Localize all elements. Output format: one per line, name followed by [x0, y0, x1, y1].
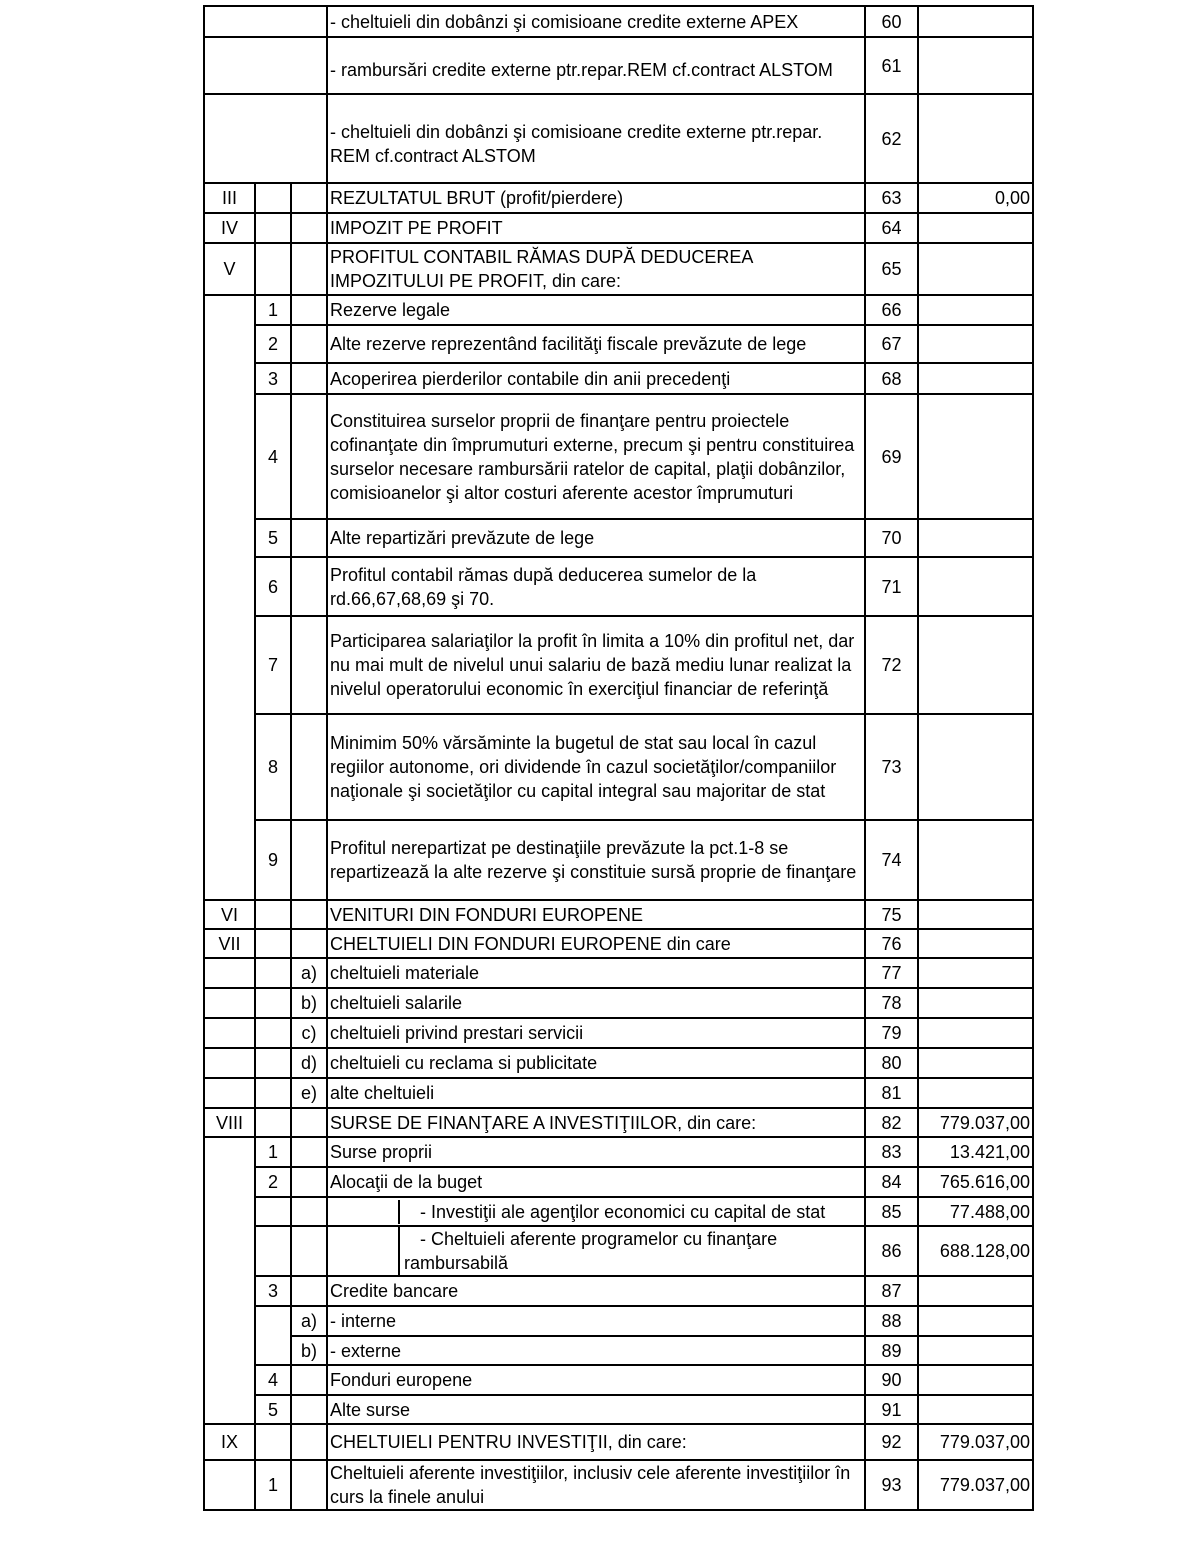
row-index: 1: [255, 1460, 291, 1510]
row-number: 78: [865, 988, 918, 1018]
row-description: alte cheltuieli: [327, 1078, 865, 1108]
row-description: CHELTUIELI DIN FONDURI EUROPENE din care: [327, 929, 865, 958]
row-number: 80: [865, 1048, 918, 1078]
row-description: Minimim 50% vărsăminte la bugetul de stat sau local în cazul regiilor autonome, ori dividende în cazul societăţilor/companiilor naţionale şi societăţilor cu capital integral sau majoritar de stat: [327, 714, 865, 820]
row-description: Profitul nerepartizat pe destinaţiile prevăzute la pct.1-8 se repartizează la alte rezerve şi constituie sursă proprie de finanţare: [327, 820, 865, 900]
row-value: [918, 519, 1033, 557]
row-value: [918, 1276, 1033, 1306]
row-value: [918, 1395, 1033, 1424]
row-letter: a): [291, 1306, 327, 1336]
row-value: [918, 363, 1033, 394]
row-description: Rezerve legale: [327, 295, 865, 325]
row-number: 68: [865, 363, 918, 394]
row-value: [918, 6, 1033, 37]
row-description: Alte rezerve reprezentând facilităţi fiscale prevăzute de lege: [327, 325, 865, 363]
table-row: [204, 616, 1033, 714]
row-number: 87: [865, 1276, 918, 1306]
row-value: [918, 1048, 1033, 1078]
row-description: - Cheltuieli aferente programelor cu finanţare rambursabilă: [404, 1229, 778, 1273]
table-row: [204, 1424, 1033, 1460]
row-value: [918, 616, 1033, 714]
row-index: 4: [255, 1365, 291, 1395]
row-number: 71: [865, 557, 918, 616]
table-row: [204, 1197, 1033, 1226]
row-number: 65: [865, 243, 918, 295]
table-row: [204, 1460, 1033, 1510]
row-index: 3: [255, 1276, 291, 1306]
row-value: [918, 1336, 1033, 1365]
table-row: [204, 1137, 1033, 1167]
table-row: [204, 519, 1033, 557]
row-number: 74: [865, 820, 918, 900]
row-value: 0,00: [918, 183, 1033, 213]
row-number: 76: [865, 929, 918, 958]
row-description: Alte repartizări prevăzute de lege: [327, 519, 865, 557]
row-index: 7: [255, 616, 291, 714]
row-value: [918, 1306, 1033, 1336]
table-row: [204, 37, 1033, 94]
row-value: [918, 958, 1033, 988]
row-description: Constituirea surselor proprii de finanţare pentru proiectele cofinanţate din împrumuturi externe, precum şi pentru constituirea surselor necesare rambursării ratelor de capital, plaţii dobânzilor, comisioanelor şi altor costuri aferente acestor împrumuturi: [327, 394, 865, 519]
row-number: 77: [865, 958, 918, 988]
row-number: 85: [865, 1197, 918, 1226]
row-number: 93: [865, 1460, 918, 1510]
row-index: 2: [255, 1167, 291, 1197]
row-number: 63: [865, 183, 918, 213]
row-value: [918, 929, 1033, 958]
row-value: 77.488,00: [918, 1197, 1033, 1226]
table-row: [204, 1048, 1033, 1078]
budget-sheet: [203, 5, 1032, 1511]
row-description: PROFITUL CONTABIL RĂMAS DUPĂ DEDUCEREA IMPOZITULUI PE PROFIT, din care:: [327, 243, 865, 295]
row-description: - interne: [327, 1306, 865, 1336]
table-row: [204, 1108, 1033, 1137]
row-value: 688.128,00: [918, 1226, 1033, 1276]
row-number: 83: [865, 1137, 918, 1167]
row-value: [918, 988, 1033, 1018]
table-row: [204, 295, 1033, 325]
row-description: VENITURI DIN FONDURI EUROPENE: [327, 900, 865, 929]
table-row: [204, 1336, 1033, 1365]
row-description: IMPOZIT PE PROFIT: [327, 213, 865, 243]
row-description: cheltuieli privind prestari servicii: [327, 1018, 865, 1048]
row-description: - rambursări credite externe ptr.repar.REM cf.contract ALSTOM: [327, 37, 865, 94]
row-roman: VII: [204, 929, 255, 958]
table-row: [204, 1276, 1033, 1306]
row-letter: e): [291, 1078, 327, 1108]
row-index: 9: [255, 820, 291, 900]
row-description: Alocaţii de la buget: [327, 1167, 865, 1197]
row-roman: V: [204, 243, 255, 295]
table-row: [204, 929, 1033, 958]
table-row: [204, 1018, 1033, 1048]
row-value: [918, 213, 1033, 243]
table-row: [204, 1306, 1033, 1336]
row-number: 81: [865, 1078, 918, 1108]
row-description: cheltuieli materiale: [327, 958, 865, 988]
row-value: [918, 820, 1033, 900]
row-value: [918, 714, 1033, 820]
row-number: 75: [865, 900, 918, 929]
row-value: [918, 325, 1033, 363]
table-row: [204, 183, 1033, 213]
row-index: 3: [255, 363, 291, 394]
row-value: 779.037,00: [918, 1424, 1033, 1460]
table-row: [204, 820, 1033, 900]
row-value: 765.616,00: [918, 1167, 1033, 1197]
row-number: 79: [865, 1018, 918, 1048]
row-description: Acoperirea pierderilor contabile din anii precedenţi: [327, 363, 865, 394]
row-description: Fonduri europene: [327, 1365, 865, 1395]
table-row: [204, 1365, 1033, 1395]
row-number: 70: [865, 519, 918, 557]
row-number: 60: [865, 6, 918, 37]
row-number: 89: [865, 1336, 918, 1365]
row-description: Participarea salariaţilor la profit în limita a 10% din profitul net, dar nu mai mult de nivelul unui salariu de bază mediu lunar realizat la nivelul operatorului economic în exerciţiul financiar de referinţă: [327, 616, 865, 714]
row-description: - externe: [327, 1336, 865, 1365]
table-row: [204, 1078, 1033, 1108]
row-number: 91: [865, 1395, 918, 1424]
row-number: 72: [865, 616, 918, 714]
table-row: [204, 900, 1033, 929]
row-roman: IV: [204, 213, 255, 243]
row-description: - cheltuieli din dobânzi şi comisioane credite externe ptr.repar. REM cf.contract ALSTOM: [327, 94, 865, 183]
row-number: 69: [865, 394, 918, 519]
row-roman: VIII: [204, 1108, 255, 1137]
row-number: 66: [865, 295, 918, 325]
row-value: [918, 94, 1033, 183]
row-number: 64: [865, 213, 918, 243]
table-row: [204, 94, 1033, 183]
row-description: Cheltuieli aferente investiţiilor, inclusiv cele aferente investiţiilor în curs la finele anului: [327, 1460, 865, 1510]
row-description: Surse proprii: [327, 1137, 865, 1167]
row-value: [918, 243, 1033, 295]
row-letter: b): [291, 988, 327, 1018]
table-row: [204, 325, 1033, 363]
row-number: 86: [865, 1226, 918, 1276]
row-value: 13.421,00: [918, 1137, 1033, 1167]
table-row: [204, 1226, 1033, 1276]
table-row: [204, 243, 1033, 295]
row-description: Profitul contabil rămas după deducerea sumelor de la rd.66,67,68,69 şi 70.: [327, 557, 865, 616]
row-value: [918, 1018, 1033, 1048]
table-row: [204, 988, 1033, 1018]
row-value: [918, 557, 1033, 616]
table-row: [204, 1167, 1033, 1197]
row-index: 5: [255, 1395, 291, 1424]
row-description: SURSE DE FINANŢARE A INVESTIŢIILOR, din care:: [327, 1108, 865, 1137]
table-row: [204, 6, 1033, 37]
budget-table: [203, 5, 1034, 1511]
row-letter: a): [291, 958, 327, 988]
row-value: [918, 295, 1033, 325]
row-index: 1: [255, 1137, 291, 1167]
row-letter: c): [291, 1018, 327, 1048]
row-number: 67: [865, 325, 918, 363]
row-roman: III: [204, 183, 255, 213]
table-row: [204, 213, 1033, 243]
row-letter: d): [291, 1048, 327, 1078]
row-description: - Investiţii ale agenţilor economici cu capital de stat: [420, 1201, 826, 1222]
table-row: [204, 714, 1033, 820]
row-roman: IX: [204, 1424, 255, 1460]
row-description: REZULTATUL BRUT (profit/pierdere): [327, 183, 865, 213]
row-index: 8: [255, 714, 291, 820]
row-description: cheltuieli cu reclama si publicitate: [327, 1048, 865, 1078]
row-number: 84: [865, 1167, 918, 1197]
row-value: [918, 900, 1033, 929]
row-index: 4: [255, 394, 291, 519]
table-row: [204, 394, 1033, 519]
row-number: 92: [865, 1424, 918, 1460]
table-row: [204, 557, 1033, 616]
row-number: 82: [865, 1108, 918, 1137]
row-number: 73: [865, 714, 918, 820]
row-index: 2: [255, 325, 291, 363]
row-number: 90: [865, 1365, 918, 1395]
table-row: [204, 363, 1033, 394]
row-letter: b): [291, 1336, 327, 1365]
row-number: 88: [865, 1306, 918, 1336]
row-description: cheltuieli salarile: [327, 988, 865, 1018]
row-value: [918, 1365, 1033, 1395]
row-description: CHELTUIELI PENTRU INVESTIŢII, din care:: [327, 1424, 865, 1460]
row-value: [918, 394, 1033, 519]
row-number: 61: [865, 37, 918, 94]
row-roman: VI: [204, 900, 255, 929]
table-row: [204, 1395, 1033, 1424]
row-description: Credite bancare: [327, 1276, 865, 1306]
row-description: - cheltuieli din dobânzi şi comisioane credite externe APEX: [327, 6, 865, 37]
row-value: 779.037,00: [918, 1460, 1033, 1510]
table-row: [204, 958, 1033, 988]
row-number: 62: [865, 94, 918, 183]
row-index: 5: [255, 519, 291, 557]
row-index: 6: [255, 557, 291, 616]
row-description: Alte surse: [327, 1395, 865, 1424]
row-value: [918, 37, 1033, 94]
row-index: 1: [255, 295, 291, 325]
row-value: [918, 1078, 1033, 1108]
row-value: 779.037,00: [918, 1108, 1033, 1137]
